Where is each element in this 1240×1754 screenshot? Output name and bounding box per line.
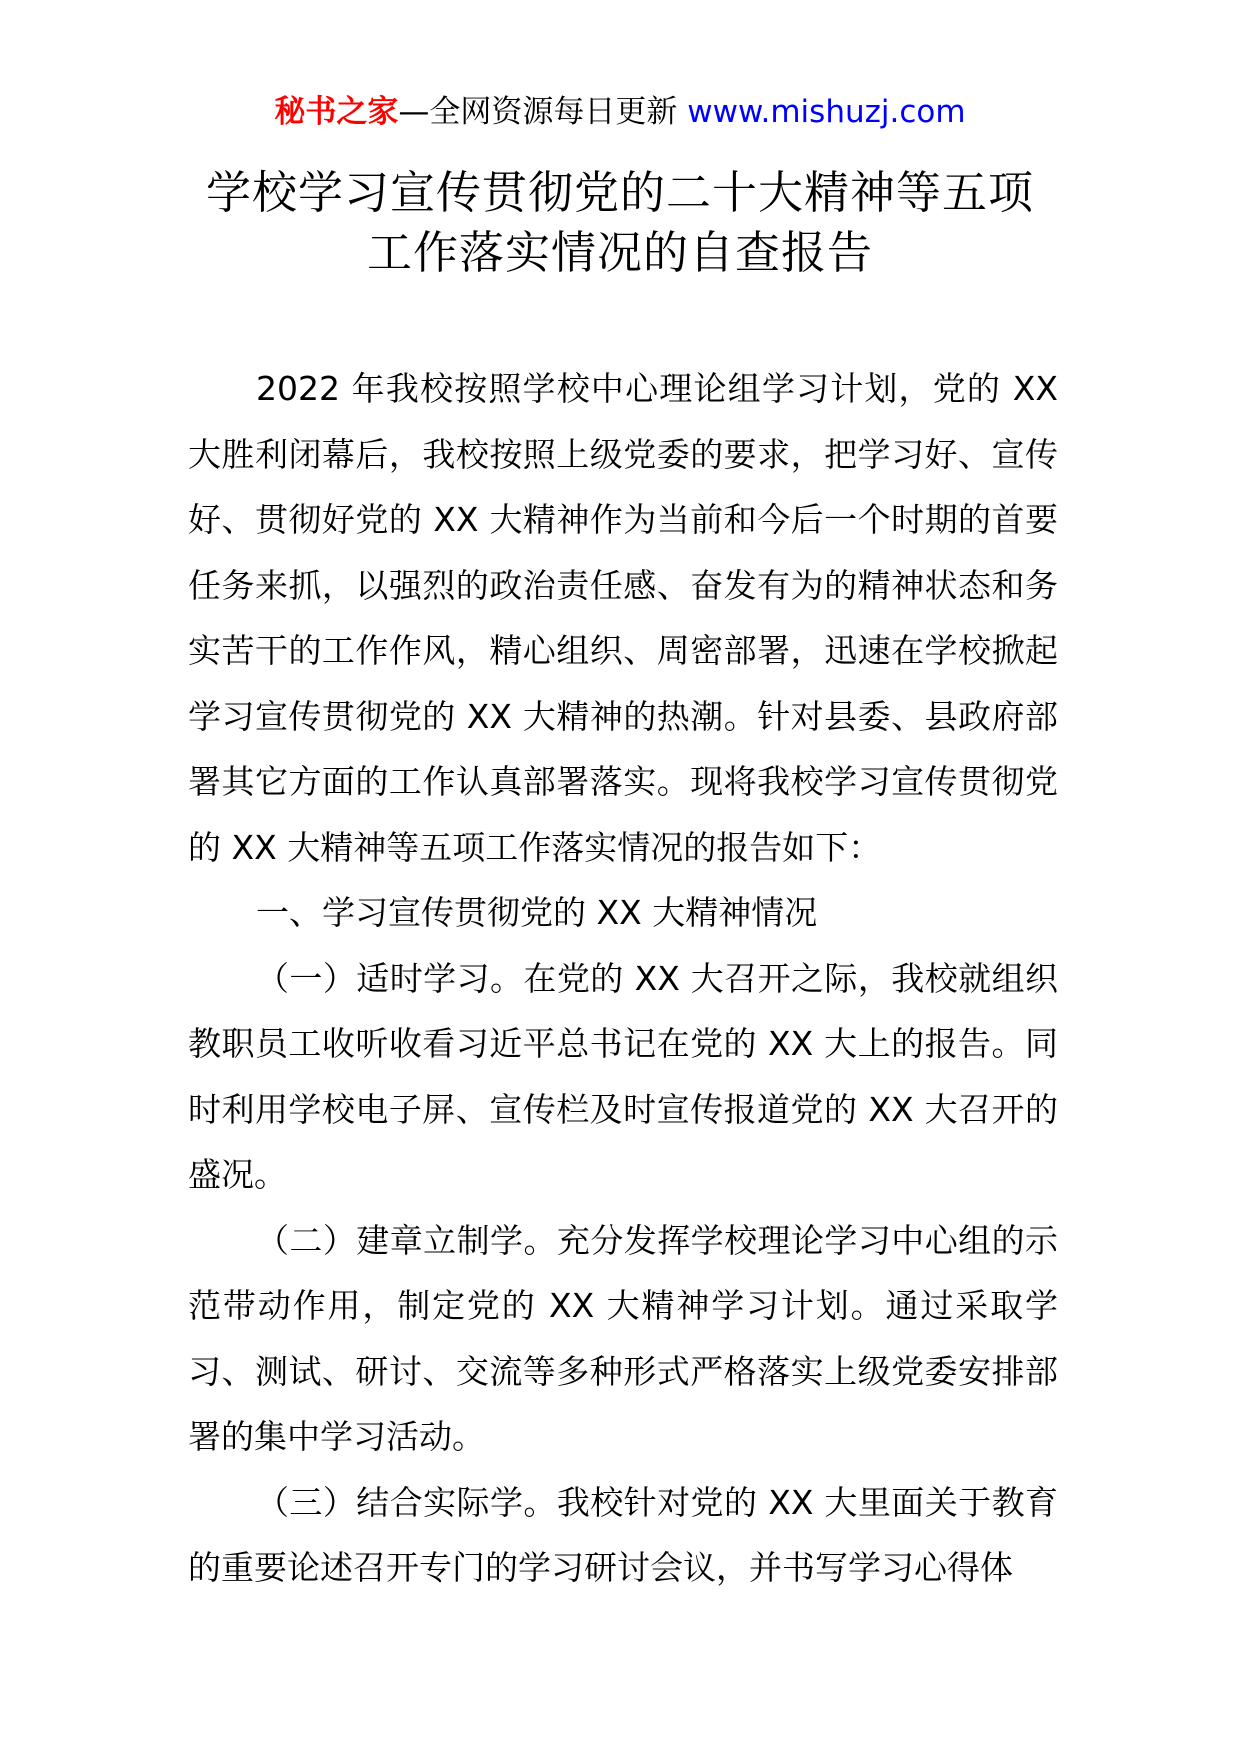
section-heading-1: 一、学习宣传贯彻党的 XX 大精神情况 xyxy=(256,893,818,932)
document-title xyxy=(0,163,1240,283)
paragraph-item-3: （三）结合实际学。我校针对党的 XX 大里面关于教育的重要论述召开专门的学习研讨会议，并书写学习心得体 xyxy=(188,1482,1058,1587)
paragraph-item-2: （二）建章立制学。充分发挥学校理论学习中心组的示范带动作用，制定党的 XX 大精神学习计划。通过采取学习、测试、研讨、交流等多种形式严格落实上级党委安排部署的集中学习活动。 xyxy=(188,1220,1058,1456)
paragraph-intro: 2022 年我校按照学校中心理论组学习计划，党的 XX 大胜利闭幕后，我校按照上级党委的要求，把学习好、宣传好、贯彻好党的 XX 大精神作为当前和今后一个时期的首要任务来抓，以强烈的政治责任感、奋发有为的精神状态和务实苦干的工作作风，精心组织、周密部署，迅速在学校掀起学习宣传贯彻党的 XX 大精神的热潮。针对县委、县政府部署其它方面的工作认真部署落实。现将我校学习宣传贯彻党的 XX 大精神等五项工作落实情况的报告如下： xyxy=(188,369,1058,867)
brand-name: 秘书之家 xyxy=(274,94,399,130)
title-line-1: 学校学习宣传贯彻党的二十大精神等五项 xyxy=(205,166,1034,219)
document-body xyxy=(188,356,1058,1601)
website-link[interactable]: www.mishuzj.com xyxy=(687,94,966,130)
title-line-2: 工作落实情况的自查报告 xyxy=(366,226,873,279)
site-banner xyxy=(0,92,1240,132)
banner-tagline: —全网资源每日更新 xyxy=(398,94,688,130)
paragraph-item-1: （一）适时学习。在党的 XX 大召开之际，我校就组织教职员工收听收看习近平总书记在党的 XX 大上的报告。同时利用学校电子屏、宣传栏及时宣传报道党的 XX 大召开的盛况。 xyxy=(188,958,1058,1194)
